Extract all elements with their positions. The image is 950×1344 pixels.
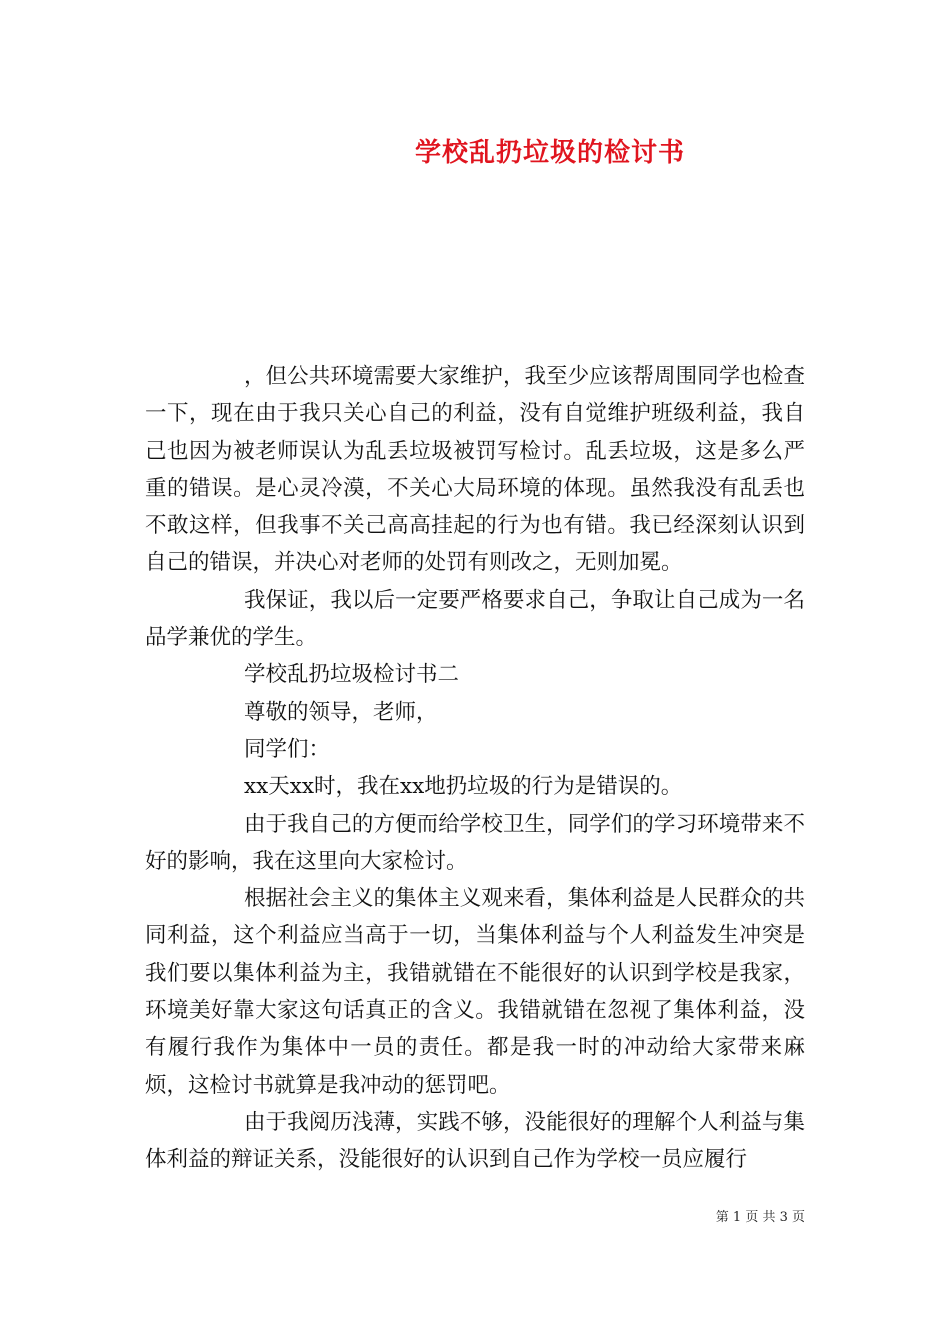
document-title: 学校乱扔垃圾的检讨书: [414, 138, 685, 168]
salutation-line-2: 同学们：: [244, 736, 331, 762]
paragraph-6: 由于我阅历浅薄，实践不够，没能很好的理解个人利益与集体利益的辩证关系，没能很好的认识到自己作为学校一员应履行: [145, 1109, 805, 1173]
paragraph-3: xx天xx时，我在xx地扔垃圾的行为是错误的。: [244, 774, 683, 800]
paragraph-2: 我保证，我以后一定要严格要求自己，争取让自己成为一名品学兼优的学生。: [145, 587, 805, 651]
paragraph-5: 根据社会主义的集体主义观来看，集体利益是人民群众的共同利益，这个利益应当高于一切，当集体利益与个人利益发生冲突是我们要以集体利益为主，我错就错在不能很好的认识到学校是我家，环境美好靠大家这句话真正的含义。我错就错在忽视了集体利益，没有履行我作为集体中一员的责任。都是我一时的冲动给大家带来麻烦，这检讨书就算是我冲动的惩罚吧。: [145, 886, 805, 1098]
salutation-line-1: 尊敬的领导，老师，: [244, 699, 438, 725]
page-number-footer: 第 1 页 共 3 页: [715, 1210, 805, 1225]
document-body: [145, 358, 805, 1179]
paragraph-4: 由于我自己的方便而给学校卫生，同学们的学习环境带来不好的影响，我在这里向大家检讨。: [145, 811, 805, 874]
section-heading: 学校乱扔垃圾检讨书二: [244, 662, 460, 688]
paragraph-1: ，但公共环境需要大家维护，我至少应该帮周围同学也检查一下，现在由于我只关心自己的利益，没有自觉维护班级利益，我自己也因为被老师误认为乱丢垃圾被罚写检讨。乱丢垃圾，这是多么严重的错误。是心灵冷漠，不关心大局环境的体现。虽然我没有乱丢也不敢这样，但我事不关己高高挂起的行为也有错。我已经深刻认识到自己的错误，并决心对老师的处罚有则改之，无则加冕。: [145, 364, 805, 576]
